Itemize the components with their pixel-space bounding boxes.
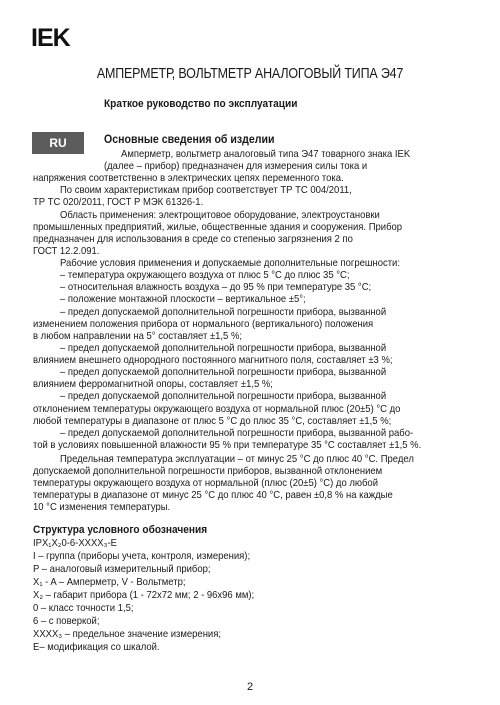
text-line: Область применения: электрощитовое оборудование, электроустановки <box>60 210 380 221</box>
text-line: предназначен для использования в среде со степенью загрязнения 2 по <box>33 234 353 245</box>
section-heading-designation-structure: Структура условного обозначения <box>33 524 208 536</box>
text-line: ГОСТ 12.2.091. <box>33 246 100 257</box>
text-line: – положение монтажной плоскости – вертикальное ±5°; <box>60 294 306 305</box>
iek-logo: IEK <box>31 24 70 52</box>
text-line: – предел допускаемой дополнительной погрешности прибора, вызванной рабо- <box>60 428 414 439</box>
text-line: ТР ТС 020/2011, ГОСТ Р МЭК 61326-1. <box>33 197 204 208</box>
text-line: промышленных предприятий, жилые, общественные здания и сооружения. Прибор <box>33 222 403 233</box>
list-item: 6 – с поверкой; <box>33 616 100 627</box>
text-line: 10 °С изменения температуры. <box>33 502 171 513</box>
text-line: любой температуры в диапазоне от плюс 5 °С до плюс 35 °С, составляет ±1,5 %; <box>33 416 392 427</box>
text-line: температуры в диапазоне от минус 25 °С до плюс 40 °С, равен ±0,8 % на каждые <box>33 490 393 501</box>
text-line: – предел допускаемой дополнительной погрешности прибора, вызванной <box>60 367 387 378</box>
text-line: – предел допускаемой дополнительной погрешности прибора, вызванной <box>60 391 387 402</box>
text-line: влиянием внешнего однородного постоянного магнитного поля, составляет ±3 %; <box>33 355 393 366</box>
text-line: Рабочие условия применения и допускаемые дополнительные погрешности: <box>60 258 400 269</box>
designation-code: IPX₁X₂0-6-XXXX₃-E <box>33 538 117 549</box>
page-number: 2 <box>246 681 254 693</box>
text-line: (далее – прибор) предназначен для измерения силы тока и <box>104 161 368 172</box>
text-line: напряжения соответственно в электрических цепях переменного тока. <box>33 173 344 184</box>
text-line: в любом направлении на 5° составляет ±1,5 %; <box>33 331 243 342</box>
list-item: I – группа (приборы учета, контроля, измерения); <box>33 551 251 562</box>
list-item: X₂ – габарит прибора (1 - 72х72 мм; 2 - 96х96 мм); <box>33 590 255 601</box>
text-line: По своим характеристикам прибор соответствует ТР ТС 004/2011, <box>60 185 352 196</box>
text-line: Предельная температура эксплуатации – от минус 25 °С до плюс 40 °С. Предел <box>60 454 414 465</box>
document-subtitle: Краткое руководство по эксплуатации <box>104 98 298 110</box>
section-heading-general-info: Основные сведения об изделии <box>104 134 275 146</box>
text-line: отклонением температуры окружающего воздуха от нормальной плюс (20±5) °С до <box>33 404 401 415</box>
list-item: 0 – класс точности 1,5; <box>33 603 134 614</box>
text-line: влиянием ферромагнитной опоры, составляет ±1,5 %; <box>33 379 273 390</box>
text-line: допускаемой дополнительной погрешности приборов, вызванной отклонением <box>33 466 383 477</box>
document-title: АМПЕРМЕТР, ВОЛЬТМЕТР АНАЛОГОВЫЙ ТИПА Э47 <box>96 66 404 82</box>
list-item: P – аналоговый измерительный прибор; <box>33 564 211 575</box>
text-line: Амперметр, вольтметр аналоговый типа Э47 товарного знака IEK <box>121 149 411 160</box>
text-line: – температура окружающего воздуха от плюс 5 °С до плюс 35 °С; <box>60 270 350 281</box>
list-item: XXXX₃ – предельное значение измерения; <box>33 629 222 640</box>
text-line: – предел допускаемой дополнительной погрешности прибора, вызванной <box>60 307 387 318</box>
list-item: E– модификация со шкалой. <box>33 642 160 653</box>
text-line: – предел допускаемой дополнительной погрешности прибора, вызванной <box>60 343 387 354</box>
text-line: – относительная влажность воздуха – до 95 % при температуре 35 °С; <box>60 282 372 293</box>
language-badge: RU <box>32 132 84 154</box>
text-line: изменением положения прибора от нормального (вертикального) положения <box>33 319 374 330</box>
text-line: той в условиях повышенной влажности 95 % при температуре 35 °С составляет ±1,5 %. <box>33 440 422 451</box>
list-item: X₁ - A – Амперметр, V - Вольтметр; <box>33 577 186 588</box>
text-line: температуры окружающего воздуха от нормальной (плюс (20±5) °С) до любой <box>33 478 378 489</box>
